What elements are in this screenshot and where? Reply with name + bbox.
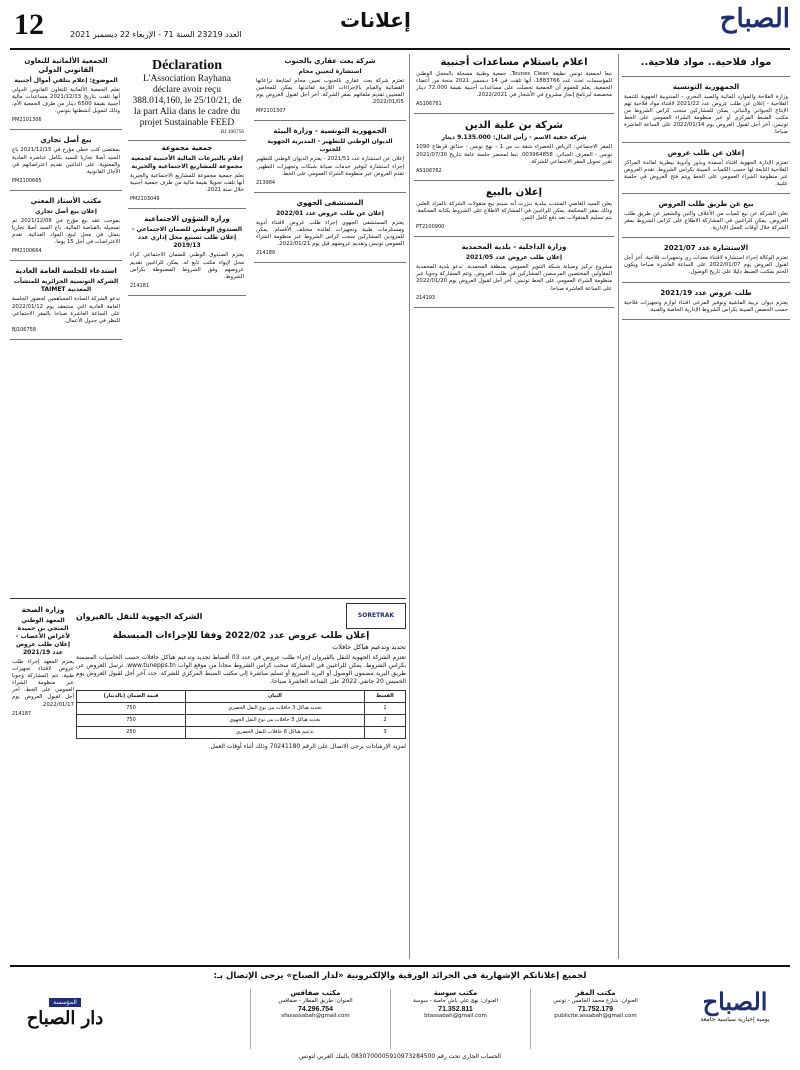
ad-ref: PM2100665 bbox=[12, 177, 42, 184]
table-cell: 750 bbox=[77, 715, 186, 727]
section-title: إعلانات bbox=[340, 8, 411, 32]
ad-block bbox=[622, 286, 790, 320]
ad-block bbox=[622, 54, 790, 77]
footer-brand bbox=[680, 987, 790, 1037]
column-misc bbox=[10, 54, 246, 594]
ad-block bbox=[10, 603, 76, 723]
footer bbox=[10, 965, 790, 1065]
ad-title: شركة بعث عقاري بالجنوب bbox=[284, 57, 376, 65]
ad-ref: MP2101307 bbox=[256, 108, 286, 115]
ad-body: بمقتضى كتب خطي مؤرخ في 2021/12/15 باع السيد أصلا تجاريا للسيد بكامل عناصره المادية والمعنوية. على الدائنين تقديم اعتراضاتهم في الآجال القانونية. bbox=[12, 147, 121, 175]
table-cell: تجديد هياكل 3 حافلات من نوع النقل الجهوي bbox=[185, 715, 364, 727]
declaration-notice bbox=[128, 54, 246, 141]
office-phone: 71.752.179 bbox=[577, 1005, 614, 1013]
soretrak-logo: SORETRAK bbox=[346, 603, 406, 629]
dar-label: المؤسسة bbox=[49, 998, 81, 1007]
table-header: القسط bbox=[364, 691, 405, 703]
ad-title: جمعية مجموعة bbox=[161, 144, 213, 153]
header-rule bbox=[10, 48, 790, 50]
office-address: العنوان: نهج علي باش حامبة - سوسة bbox=[412, 998, 499, 1004]
ad-block bbox=[622, 80, 790, 143]
ad-subtitle: إعلان طلب عروض عدد 2021/05 bbox=[465, 254, 563, 262]
ad-subtitle: إعلام بالتبرعات المالية الأجنبية لجمعية مجموعة للمشاريع الاجتماعية والخيرية bbox=[130, 155, 244, 171]
ad-block bbox=[622, 241, 790, 282]
declaration-title: Déclaration bbox=[152, 58, 222, 73]
ad-block bbox=[254, 54, 406, 121]
page-number: 12 bbox=[14, 8, 44, 41]
ad-body: بموجب عقد بيع مؤرخ في 2021/12/08 تم تسجيله بالقباضة المالية، باع السيد أصلا تجاريا يتمثل في محل لبيع المواد الغذائية. تقدم الاعتراضات في أجل 15 يوما. bbox=[12, 217, 120, 246]
table-row bbox=[77, 715, 406, 727]
ad-body: تعلم جمعية مجموعة للمشاريع الاجتماعية والخيرية أنها تلقت تحويلا بقيمة مالية من طرف جمعية أجنبية خلال سنة 2021. bbox=[130, 173, 244, 194]
ad-title: الجمعية الألمانية للتعاون القانوني الدولي bbox=[24, 57, 108, 74]
table-cell: تدعيم هياكل 6 حافلات للنقل الحضري bbox=[185, 727, 364, 739]
ad-body: إعلان عن استشارة عدد 2021/51 - يعتزم الديوان الوطني للتطهير إجراء استشارة لتوفير خدمات صيانة شبكات وتجهيزات التطهير. تقدم العروض عبر منظومة الشراء العمومي على الخط. bbox=[256, 156, 405, 177]
ad-block bbox=[128, 212, 246, 295]
health-ad bbox=[10, 598, 76, 959]
office-phone: 71.352.811 bbox=[438, 1005, 473, 1013]
ad-ref: BJ 106756 bbox=[220, 129, 244, 135]
office-address: العنوان: طريق المطار - صفاقس bbox=[278, 998, 353, 1004]
ad-block bbox=[414, 240, 614, 307]
col4-right bbox=[128, 54, 246, 343]
ad-title: شركة بن علية الدين bbox=[465, 120, 563, 132]
table-cell: 2 bbox=[364, 715, 405, 727]
ad-ref: BJ106758 bbox=[12, 326, 36, 333]
ad-ref: PM2103049 bbox=[130, 196, 160, 203]
ad-title: الجمهورية التونسية bbox=[672, 83, 740, 91]
ad-subtitle: الشركة التونسية الجزائرية للمنشآت المعدنية TAIMET bbox=[13, 278, 119, 294]
column-notices bbox=[414, 54, 614, 959]
ad-body: وزارة الفلاحة والموارد المائية والصيد البحري - المندوبية الجهوية للتنمية الفلاحية - إعلان عن طلب عروض عدد 2021/22 لاقتناء مواد فلاحية تهم الإنتاج الحيواني والنباتي. يمكن للمشاركين سحب كراس الشروط من مكتب الضبط المركزي أو عبر منظومة الشراء العمومي على الخط تونبس. آخر أجل لقبول العروض يوم 2022/01/14 على الساعة العاشرة صباحا. bbox=[624, 94, 788, 136]
table-row bbox=[77, 703, 406, 715]
ad-body: تعلن الشركة عن بيع كميات من الأعلاف والتبن والشعير عن طريق طلب العروض. يمكن للراغبين في المشاركة الاطلاع على كراس الشروط بمقر الشركة خلال أوقات العمل الإدارية. bbox=[624, 210, 788, 232]
ad-block bbox=[10, 264, 122, 339]
ad-body: تعتزم الإدارة الجهوية اقتناء أسمدة وبذور وأدوية بيطرية لفائدة المراكز الفلاحية التابعة لها حسب الكميات المبينة بكراس الشروط. تقدم العروض عبر منظومة الشراء العمومي على الخط ويتم فتح العروض في جلسة علنية. bbox=[624, 159, 788, 187]
column-agricultural bbox=[622, 54, 790, 959]
ad-block bbox=[622, 197, 790, 238]
ad-title: وزارة الصحة bbox=[21, 606, 65, 614]
col4-left bbox=[10, 54, 122, 343]
ad-body: يعتزم الصندوق الوطني للضمان الاجتماعي كراء محل لإيواء مكتب تابع له. يمكن للراغبين تقديم عروضهم وفق الشروط المضبوطة بكراس الشروط. bbox=[130, 252, 244, 280]
ad-subtitle: الموضوع: إعلام بتلقي أموال أجنبية bbox=[14, 77, 118, 84]
ad-subtitle: المعهد الوطني المنجي بن حميدة لأعراض الأعصاب - إعلان طلب عروض عدد 2021/19 bbox=[15, 617, 71, 656]
ad-block bbox=[254, 196, 406, 263]
column-divider bbox=[618, 54, 619, 959]
ad-block bbox=[414, 184, 614, 237]
big-ad-body: تعتزم الشركة الجهوية للنقل بالقيروان إجراء طلب عروض في عدد 03 أقساط تجديد وتدعيم هياكل حافلات حسب الخاصيات المضمنة بكراس الشروط. يمكن للراغبين في المشاركة سحب كراس الشروط مجانا من موقع الواب www.tunepps.tn. ترسل العروض عن طريق البريد مضمون الوصول أو البريد السريع أو تسلم مباشرة إلى مكتب الضبط المركزي للشركة. حدد آخر أجل لقبول العروض يوم الخميس 20 جانفي 2022 على الساعة العاشرة صباحا. bbox=[76, 654, 406, 686]
ad-subtitle: إعلان بيع أصل تجاري bbox=[35, 207, 97, 215]
ad-title: وزارة الشؤون الاجتماعية bbox=[144, 215, 230, 224]
masthead bbox=[0, 0, 800, 48]
col4-split bbox=[10, 54, 246, 343]
footer-brand-name: الصباح bbox=[702, 987, 768, 1016]
office-name: مكتب سوسة bbox=[433, 989, 478, 997]
ad-ref: 214193 bbox=[416, 294, 436, 301]
big-ad-company: الشركة الجهوية للنقل بالقيروان bbox=[76, 611, 203, 621]
ad-body: تعلم الجمعية الألمانية للتعاون القانوني الدولي أنها تلقت بتاريخ 2021/12/13 مساعدات مالية أجنبية بقيمة 6500 دينار من طرف الجمعية الأم، وذلك لتمويل أنشطتها بتونس. bbox=[12, 87, 120, 115]
dar-assabah-logo bbox=[10, 989, 120, 1049]
table-header: البيان bbox=[185, 691, 364, 703]
footer-banner: لجميع إعلاناتكم الإشهارية في الجرائد الورقية والإلكترونية «لدار الصباح» يرجى الإتصال بـ: bbox=[213, 971, 587, 981]
ad-title: بيع عن طريق طلب العروض bbox=[658, 199, 754, 208]
ad-subtitle: الديوان الوطني للتطهير - المديرية الجهوية للجنوب bbox=[267, 138, 393, 154]
ad-body: تدعو الشركة السادة المساهمين لحضور الجلسة العامة العادية التي ستنعقد يوم 2022/01/12 على الساعة العاشرة صباحا بالمقر الاجتماعي للنظر في جدول الأعمال. bbox=[12, 296, 120, 324]
column-tenders bbox=[254, 54, 406, 594]
table-cell: 1 bbox=[364, 703, 405, 715]
table-cell: 3 bbox=[364, 727, 405, 739]
ad-block bbox=[622, 146, 790, 194]
ad-block bbox=[10, 54, 122, 130]
ad-body: يعلن السيد القاضي المنتدب ببلدية بنزرت أنه سيتم بيع منقولات الشركة بالمزاد العلني وذلك بمقر المحكمة. يمكن للراغبين في المشاركة الاطلاع على الشروط بكتابة المحكمة. يتم تسليم المنقولات بعد دفع كامل الثمن. bbox=[416, 200, 612, 222]
ad-title: اعلام باستلام مساعدات أجنبية bbox=[440, 57, 588, 68]
table-cell: 750 bbox=[77, 703, 186, 715]
big-ad-banner: إعلان طلب عروض عدد 2022/02 وفقا للإجراءات المبسطة bbox=[112, 631, 370, 641]
ad-title: الاستشارة عدد 2021/07 bbox=[663, 244, 749, 253]
ad-title: مكتب الأستاذ المعني bbox=[30, 196, 102, 205]
ad-block bbox=[414, 54, 614, 114]
ad-body: يعتزم ديوان تربية الماشية وتوفير المرعى اقتناء لوازم وتجهيزات فلاحية حسب الحصص المبينة بكراس الشروط الإدارية الخاصة والفنية. bbox=[624, 299, 788, 313]
office-name: مكتب المقر bbox=[575, 989, 616, 997]
ad-block bbox=[10, 133, 122, 190]
big-ad-header bbox=[76, 603, 406, 629]
lots-table bbox=[76, 690, 406, 739]
ad-subtitle: إعلان عن طلب عروض عدد 2022/01 bbox=[276, 209, 384, 217]
ad-ref: AS106762 bbox=[416, 167, 442, 174]
table-header: قيمة الضمان (بالدينار) bbox=[77, 691, 186, 703]
ad-title: المستشفى الجهوي bbox=[296, 198, 364, 207]
ad-body: تعتزم شركة بعث عقاري بالجنوب تعيين محام لمتابعة نزاعاتها القضائية والقيام بالإجراءات اللازمة لفائدتها. يمكن للمحامين المعنيين تقديم ملفاتهم بمقر الشركة. آخر أجل لقبول العروض يوم 2022/01/05. bbox=[256, 78, 404, 106]
ad-ref: 213984 bbox=[256, 179, 276, 186]
ad-title: إعلان عن طلب عروض bbox=[667, 148, 745, 157]
ad-block bbox=[254, 124, 406, 192]
office-email[interactable]: sfaxassabah@gmail.com bbox=[281, 1013, 350, 1019]
ad-subtitle: شركة خفية الاسم - رأس المال: 9.135.000 دينار bbox=[441, 134, 587, 142]
office-address: العنوان: شارع محمد الخامس - تونس bbox=[553, 998, 638, 1004]
column-title: مواد فلاحية.. مواد فلاحية.. bbox=[640, 57, 772, 68]
ad-title: طلب عروض عدد 2021/19 bbox=[660, 288, 752, 297]
ad-title: الجمهورية التونسية - وزارة البيئة bbox=[273, 127, 387, 136]
footer-tagline: يومية إخبارية سياسية جامعة bbox=[700, 1016, 770, 1023]
ad-title: بيع أصل تجاري bbox=[40, 136, 92, 145]
office-email[interactable]: btassabah@gmail.com bbox=[424, 1013, 487, 1019]
ad-block bbox=[128, 141, 246, 209]
ad-ref: PM2100664 bbox=[12, 248, 42, 255]
declaration-body: L'Association Rayhana déclare avoir reçu 388.014,160, le 25/10/21, de la part Alia dans le cadre du projet Sustainable FEED bbox=[132, 74, 242, 128]
dar-name: دار الصباح bbox=[26, 1008, 104, 1029]
ad-body: يعتزم المعهد إجراء طلب عروض لاقتناء تجهيزات طبية. تتم المشاركة وجوبا عبر منظومة الشراء العمومي على الخط. آخر أجل لقبول العروض يوم 2022/01/17. bbox=[12, 659, 74, 708]
table-header-row bbox=[77, 691, 406, 703]
office-sfax bbox=[250, 989, 380, 1049]
ad-ref: 214181 bbox=[130, 282, 150, 289]
ad-body: مشروع تركيز وصيانة شبكة التنوير العمومي بمنطقة المحمدية. تدعو بلدية المحمدية المقاولين المختصين المرسمين المشاركين في طلب العروض. وتتم المشاركة وجوبا عبر منظومة الشراء العمومي على الخط تونبس. آخر أجل لقبول العروض يوم 2022/01/20 على الساعة العاشرة صباحا. bbox=[416, 264, 612, 292]
ad-subtitle: استشارة لتعيين محام bbox=[298, 68, 362, 75]
ad-subtitle: الصندوق الوطني للضمان الاجتماعي - إعلان طلب تسبيع محل إداري عدد 2019/13 bbox=[131, 226, 243, 250]
column-divider bbox=[409, 54, 410, 959]
ad-ref: AS106761 bbox=[416, 101, 442, 108]
big-ad-subject: تجديد وتدعيم هياكل حافلات bbox=[332, 643, 406, 651]
ad-body: تعتزم الوكالة إجراء استشارة لاقتناء معدات ري وتجهيزات فلاحية. آخر أجل لقبول العروض يوم 2022/01/07 على الساعة العاشرة صباحا ويكون الختم بمكتب الضبط دليلا على تاريخ الوصول. bbox=[624, 255, 789, 276]
ad-title: استدعاء للجلسة العامة العادية bbox=[15, 267, 117, 276]
office-phone: 74.296.754 bbox=[297, 1005, 334, 1013]
bank-account: الحساب الجاري تحت رقم 0830700005910973284500 بالبنك العربي لتونس bbox=[299, 1053, 501, 1060]
table-cell: 250 bbox=[77, 727, 186, 739]
ad-ref: 214189 bbox=[256, 250, 276, 257]
office-headquarters bbox=[530, 989, 660, 1049]
ad-ref: 214187 bbox=[12, 710, 32, 717]
big-tender-ad bbox=[76, 598, 406, 959]
office-name: مكتب صفاقس bbox=[290, 989, 341, 997]
ad-title: إعلان بالبيع bbox=[485, 186, 543, 198]
ad-body: تبعا لجمعية تونس نظيفة Tounes Clean، جمعية وطنية مسجلة بالسجل الوطني للمؤسسات تحت عدد 1883766، أنها تلقت في 14 ديسمبر 2021 منحة من أعضاء الجمعية. يعلم للعموم أن الجمعية تحصلت على مساعدات أجنبية بقيمة 72.000 دينار مخصصة لبرنامج إنجاز مشروع في الأشجار في 2022/2021. bbox=[416, 71, 612, 99]
ad-ref: PT2100900 bbox=[416, 224, 445, 231]
ad-body: المقر الاجتماعي: الرياض الخضراء شقة ب س 1 - نهج تونس - حدائق قرطاج 1090 تونس - المعرف الجبائي: 003964858. تبعا لمحضر جلسة عامة بتاريخ 2021/07/30 تقرر تحويل المقر الاجتماعي للشركة. bbox=[416, 144, 612, 165]
issue-line: العدد 23219 السنة 71 - الإربعاء 22 ديسمبر 2021 bbox=[70, 30, 242, 39]
big-ad-footer: لمزيد الإرشادات يرجى الاتصال على الرقم 70241180 وذلك أثناء أوقات العمل. bbox=[208, 743, 406, 751]
office-sousse bbox=[390, 989, 520, 1049]
brand-logo: الصباح bbox=[719, 4, 790, 34]
table-cell: تجديد هياكل 3 حافلات من نوع النقل الحضري bbox=[185, 703, 364, 715]
ad-body: يعتزم المستشفى الجهوي إجراء طلب عروض لاقتناء أدوية ومستلزمات طبية وتجهيزات لفائدة مختلف الأقسام. يمكن للمزودين المشاركين سحب كراس الشروط عبر منظومة الشراء العمومي تونبس وتقديم عروضهم قبل يوم 2022/01/21. bbox=[256, 219, 404, 248]
ad-title: وزارة الداخلية - بلدية المحمدية bbox=[461, 243, 567, 252]
ad-ref: PM2101306 bbox=[12, 117, 42, 124]
table-row bbox=[77, 727, 406, 739]
office-email[interactable]: publicite.assabah@gmail.com bbox=[554, 1013, 637, 1019]
ad-block bbox=[10, 194, 122, 261]
ad-block bbox=[414, 117, 614, 180]
